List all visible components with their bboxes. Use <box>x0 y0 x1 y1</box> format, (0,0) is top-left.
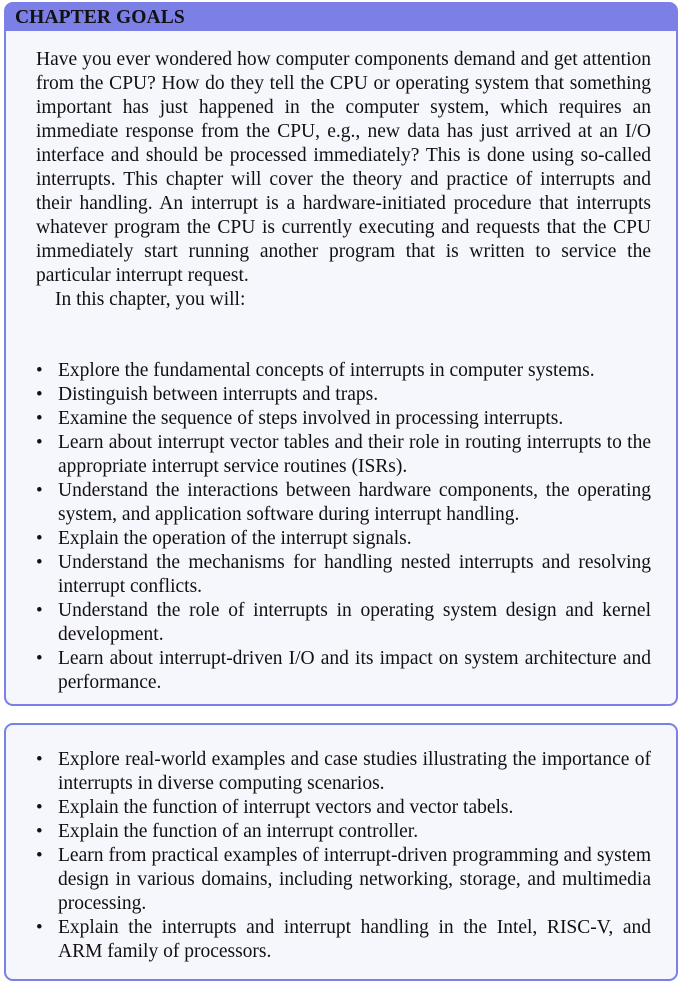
goal-item: • Learn about interrupt vector tables and their role in routing interrupts to the appropriate interrupt service routines (ISRs). <box>36 431 651 479</box>
goal-item: • Examine the sequence of steps involved in processing interrupts. <box>36 407 651 431</box>
box-content <box>6 31 676 695</box>
goal-item: • Understand the mechanisms for handling nested interrupts and resolving interrupt conflicts. <box>36 551 651 599</box>
intro-paragraph: Have you ever wondered how computer components demand and get attention from the CPU? How do they tell the CPU or operating system that something important has just happened in the computer system, which requires an immediate response from the CPU, e.g., new data has just arrived at an I/O interface and should be processed immediately? This is done using so-called interrupts. This chapter will cover the theory and practice of interrupts and their handling. An interrupt is a hardware-initiated procedure that interrupts whatever program the CPU is currently executing and requests that the CPU immediately start running another program that is written to service the particular interrupt request. <box>36 49 651 286</box>
box-content <box>6 725 676 964</box>
goals-list-part2 <box>36 748 651 964</box>
goal-item: • Learn about interrupt-driven I/O and its impact on system architecture and performance. <box>36 647 651 695</box>
intro-lead-in: In this chapter, you will: <box>55 289 246 310</box>
goals-list-part1 <box>36 359 651 695</box>
goal-item: • Explain the operation of the interrupt signals. <box>36 527 651 551</box>
goal-item: • Distinguish between interrupts and traps. <box>36 383 651 407</box>
goal-item: • Explain the function of an interrupt controller. <box>36 820 651 844</box>
chapter-goals-box <box>4 2 678 706</box>
goal-item: • Explore real-world examples and case studies illustrating the importance of interrupts in diverse computing scenarios. <box>36 748 651 796</box>
goal-item: • Explain the interrupts and interrupt handling in the Intel, RISC-V, and ARM family of processors. <box>36 916 651 964</box>
chapter-goals-continued-box <box>4 723 678 981</box>
goal-item: • Explain the function of interrupt vectors and vector tabels. <box>36 796 651 820</box>
goal-item: • Understand the role of interrupts in operating system design and kernel development. <box>36 599 651 647</box>
goal-item: • Understand the interactions between hardware components, the operating system, and application software during interrupt handling. <box>36 479 651 527</box>
goal-item: • Explore the fundamental concepts of interrupts in computer systems. <box>36 359 651 383</box>
box-title: CHAPTER GOALS <box>6 4 676 31</box>
goal-item: • Learn from practical examples of interrupt-driven programming and system design in various domains, including networking, storage, and multimedia processing. <box>36 844 651 916</box>
